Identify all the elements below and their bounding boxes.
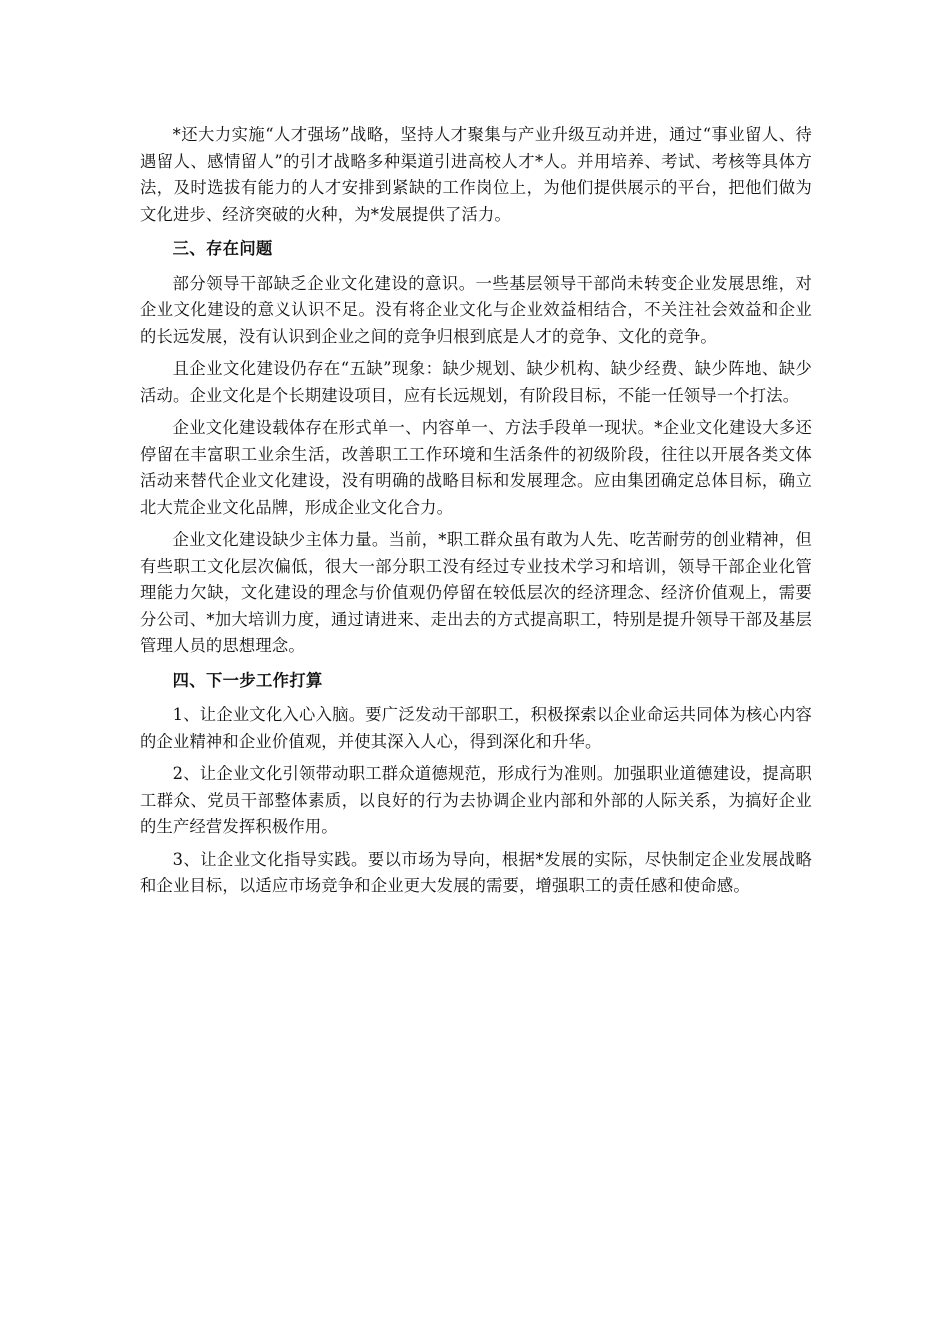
section-heading-problems: 三、存在问题 bbox=[172, 239, 273, 258]
section-heading-next-steps: 四、下一步工作打算 bbox=[172, 670, 323, 690]
plan-paragraph-3: 3、让企业文化指导实践。要以市场为导向，根据*发展的实际，尽快制定企业发展战略和企业目标，以适应市场竞争和企业更大发展的需要，增强职工的责任感和使命感。 bbox=[140, 849, 812, 895]
problem-paragraph-1: 部分领导干部缺乏企业文化建设的意识。一些基层领导干部尚未转变企业发展思维，对企业文化建设的意义认识不足。没有将企业文化与企业效益相结合，不关注社会效益和企业的长远发展，没有认识到企业之间的竞争归根到底是人才的竞争、文化的竞争。 bbox=[140, 273, 812, 346]
problem-paragraph-4: 企业文化建设缺少主体力量。当前，*职工群众虽有敢为人先、吃苦耐劳的创业精神，但有些职工文化层次偏低，很大一部分职工没有经过专业技术学习和培训，领导干部企业化管理能力欠缺，文化建设的理念与价值观仍停留在较低层次的经济理念、经济价值观上，需要分公司、*加大培训力度，通过请进来、走出去的方式提高职工，特别是提升领导干部及基层管理人员的思想理念。 bbox=[140, 530, 812, 655]
problem-paragraph-2: 且企业文化建设仍存在“五缺”现象：缺少规划、缺少机构、缺少经费、缺少阵地、缺少活动。企业文化是个长期建设项目，应有长远规划，有阶段目标，不能一任领导一个打法。 bbox=[140, 359, 812, 405]
document-page bbox=[140, 122, 812, 900]
problem-paragraph-3: 企业文化建设载体存在形式单一、内容单一、方法手段单一现状。*企业文化建设大多还停留在丰富职工业余生活，改善职工工作环境和生活条件的初级阶段，往往以开展各类文体活动来替代企业文化建设，没有明确的战略目标和发展理念。应由集团确定总体目标，确立北大荒企业文化品牌，形成企业文化合力。 bbox=[140, 418, 812, 517]
intro-paragraph: *还大力实施“人才强场”战略，坚持人才聚集与产业升级互动并进，通过“事业留人、待遇留人、感情留人”的引才战略多种渠道引进高校人才*人。并用培养、考试、考核等具体方法，及时选拔有能力的人才安排到紧缺的工作岗位上，为他们提供展示的平台，把他们做为文化进步、经济突破的火种，为*发展提供了活力。 bbox=[140, 125, 812, 224]
plan-paragraph-1: 1、让企业文化入心入脑。要广泛发动干部职工，积极探索以企业命运共同体为核心内容的企业精神和企业价值观，并使其深入人心，得到深化和升华。 bbox=[140, 705, 812, 751]
plan-paragraph-2: 2、让企业文化引领带动职工群众道德规范，形成行为准则。加强职业道德建设，提高职工群众、党员干部整体素质，以良好的行为去协调企业内部和外部的人际关系，为搞好企业的生产经营发挥积极作用。 bbox=[140, 764, 812, 836]
